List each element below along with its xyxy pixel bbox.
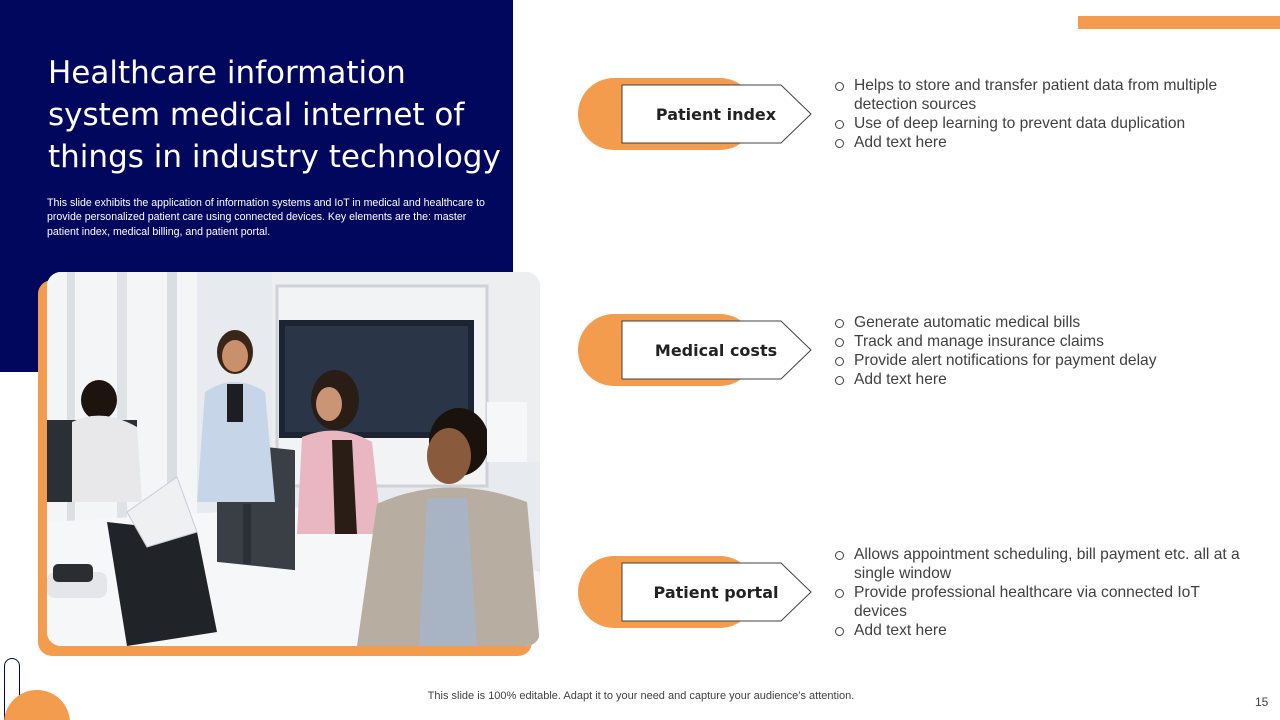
section-2-bullets	[834, 313, 1244, 389]
footer-text: This slide is 100% editable. Adapt it to your need and capture your audience’s attention.	[427, 690, 855, 702]
footer-note	[0, 690, 1280, 702]
top-accent-bar	[1078, 16, 1280, 29]
page-number: 15	[1255, 695, 1269, 709]
section-1-label: Patient index	[655, 104, 777, 124]
list-item: Provide professional healthcare via connected IoT devices	[834, 583, 1244, 621]
list-item: Generate automatic medical bills	[834, 313, 1244, 332]
section-3-bullets	[834, 545, 1244, 640]
list-item: Add text here	[834, 133, 1244, 152]
office-meeting-photo	[47, 272, 540, 646]
section-2-tag	[621, 320, 813, 382]
section-2-label: Medical costs	[654, 340, 778, 360]
list-item: Use of deep learning to prevent data duplication	[834, 114, 1244, 133]
list-item: Track and manage insurance claims	[834, 332, 1244, 351]
list-item: Helps to store and transfer patient data from multiple detection sources	[834, 76, 1244, 114]
list-item: Add text here	[834, 370, 1244, 389]
slide-title: Healthcare information system medical internet of things in industry technology	[48, 55, 501, 175]
section-3-label: Patient portal	[653, 582, 779, 602]
section-1-bullets	[834, 76, 1244, 152]
section-1-tag	[621, 84, 813, 146]
list-item: Add text here	[834, 621, 1244, 640]
slide-subtitle: This slide exhibits the application of information systems and IoT in medical and healthcare to provide personalized patient care using connected devices. Key elements are the: master patient index, medical billing, and patient portal.	[47, 197, 485, 238]
list-item: Provide alert notifications for payment delay	[834, 351, 1244, 370]
section-3-tag	[621, 562, 813, 624]
office-meeting-illustration	[47, 272, 540, 646]
list-item: Allows appointment scheduling, bill payment etc. all at a single window	[834, 545, 1244, 583]
